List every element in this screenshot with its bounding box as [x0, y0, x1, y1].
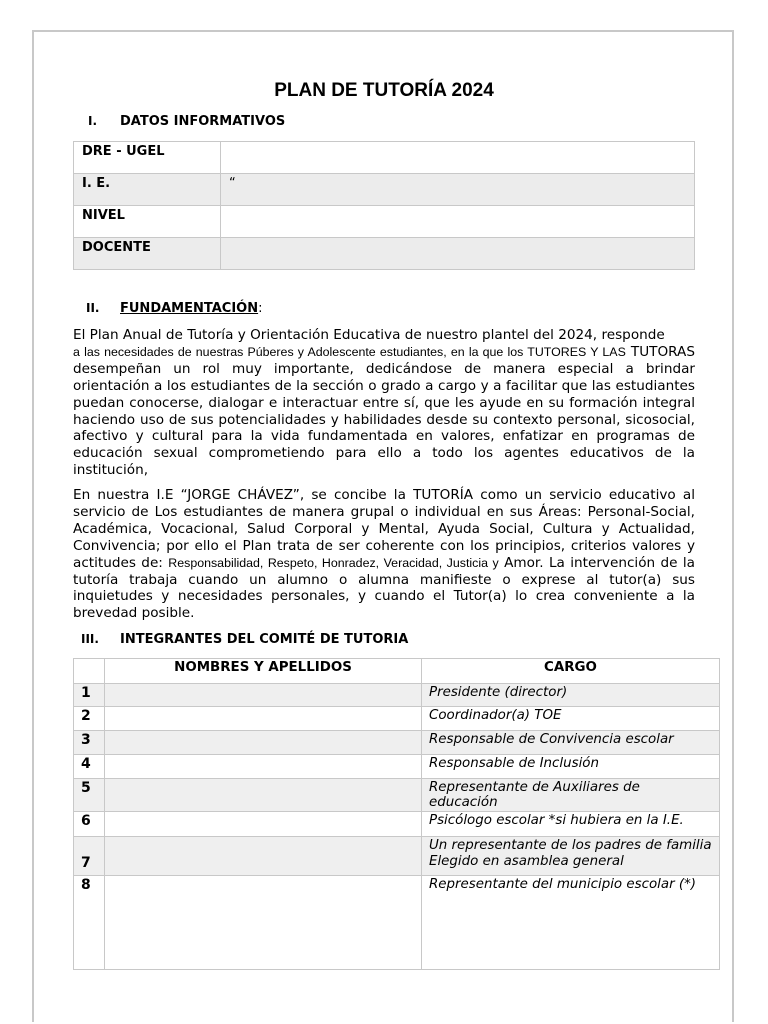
row-number: 5 [74, 779, 105, 812]
committee-header-row [74, 659, 720, 684]
member-role: Un representante de los padres de familia Elegido en asamblea general [422, 837, 720, 876]
member-name [105, 731, 422, 755]
paragraph-text: En nuestra I.E “JORGE CHÁVEZ”, se concibe la TUTORÍA como un servicio educativo al servicio de Los estudiantes de manera grupal o individual en sus Áreas: Personal-Social, Académica, Vocacional, Salud Corporal y Mental, Ayuda Social, Cultura y Actualidad, Convivencia; por ello el Plan trata de ser coherente con los principios, criterios valores y actitudes de: [73, 487, 695, 571]
section-number: I. [88, 114, 98, 128]
header-names: NOMBRES Y APELLIDOS [105, 659, 422, 684]
member-role: Coordinador(a) TOE [422, 707, 720, 731]
info-value [221, 206, 695, 238]
info-row [74, 206, 695, 238]
header-number [74, 659, 105, 684]
member-name [105, 684, 422, 707]
info-row [74, 174, 695, 206]
committee-row [74, 755, 720, 779]
row-number: 1 [74, 684, 105, 707]
section-label: DATOS INFORMATIVOS [120, 114, 286, 129]
member-role: Presidente (director) [422, 684, 720, 707]
section-label: FUNDAMENTACIÓN [120, 301, 259, 316]
committee-row [74, 812, 720, 837]
header-role: CARGO [422, 659, 720, 684]
info-value [221, 142, 695, 174]
paragraph-text: a las necesidades de nuestras Púberes y Adolescente estudiantes, en la que los TUTORES Y LAS [73, 344, 626, 359]
committee-row [74, 779, 720, 812]
section-suffix: : [258, 301, 263, 316]
committee-row [74, 731, 720, 755]
info-table [73, 141, 695, 270]
info-value: “ [221, 174, 695, 206]
member-role: Responsable de Inclusión [422, 755, 720, 779]
committee-table [73, 658, 720, 970]
paragraph-text: El Plan Anual de Tutoría y Orientación Educativa de nuestro plantel del 2024, responde [73, 327, 665, 343]
info-label: NIVEL [74, 206, 221, 238]
info-label: DOCENTE [74, 238, 221, 270]
paragraph-text: Amor. La intervención de la tutoría trabaja cuando un alumno o alumna manifieste o exprese al tutor(a) sus inquietudes y necesidades personales, y cuando el Tutor(a) lo crea conveniente a la brevedad posible. [73, 554, 695, 622]
section-number: III. [81, 632, 99, 646]
document-title: PLAN DE TUTORÍA 2024 [274, 80, 494, 101]
info-label: I. E. [74, 174, 221, 206]
committee-row [74, 837, 720, 876]
row-number: 7 [74, 837, 105, 876]
section-number: II. [86, 301, 100, 315]
info-value [221, 238, 695, 270]
row-number: 8 [74, 876, 105, 970]
paragraph-1 [73, 327, 695, 479]
paragraph-2 [73, 487, 695, 622]
member-role: Representante del municipio escolar (*) [422, 876, 720, 970]
committee-row [74, 876, 720, 970]
committee-row [74, 707, 720, 731]
member-name [105, 755, 422, 779]
row-number: 4 [74, 755, 105, 779]
member-role: Representante de Auxiliares de educación [422, 779, 720, 812]
section-label: INTEGRANTES DEL COMITÉ DE TUTORIA [120, 632, 409, 647]
member-name [105, 812, 422, 837]
member-name [105, 837, 422, 876]
member-role: Psicólogo escolar *si hubiera en la I.E. [422, 812, 720, 837]
committee-row [74, 684, 720, 707]
row-number: 2 [74, 707, 105, 731]
row-number: 6 [74, 812, 105, 837]
info-label: DRE - UGEL [74, 142, 221, 174]
info-row [74, 142, 695, 174]
member-name [105, 707, 422, 731]
member-role: Responsable de Convivencia escolar [422, 731, 720, 755]
info-row [74, 238, 695, 270]
member-name [105, 779, 422, 812]
paragraph-text: TUTORAS desempeñan un rol muy importante, dedicándose de manera especial a brindar orientación a los estudiantes de la sección o grado a cargo y a facilitar que las estudiantes puedan conocerse, dialogar e interactuar entre sí, que les ayude en su formación integral haciendo uso de sus potencialidades y habilidades desde su contexto personal, sicosocial, afectivo y cultural para la vida fundamentada en valores, enfatizar en programas de educación sexual comprometiendo para ello a todo los agentes educativos de la institución, [73, 343, 695, 479]
paragraph-text: Responsabilidad, Respeto, Honradez, Veracidad, Justicia y [168, 555, 499, 570]
member-name [105, 876, 422, 970]
row-number: 3 [74, 731, 105, 755]
